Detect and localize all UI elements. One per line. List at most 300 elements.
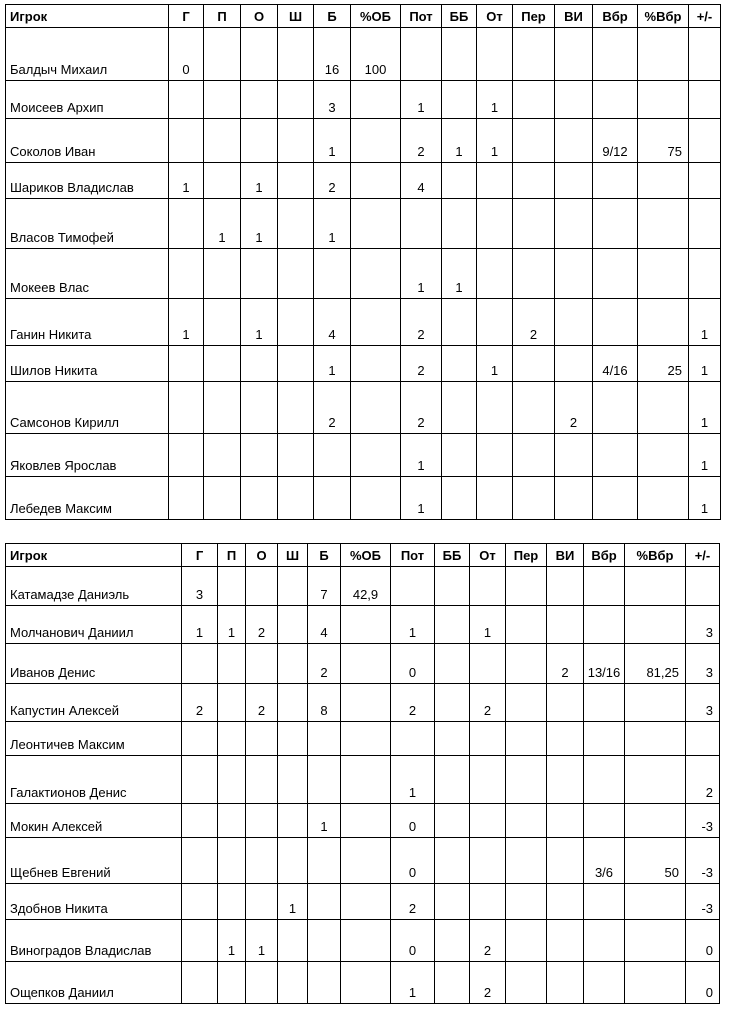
header-row [6, 5, 721, 28]
stat-cell [506, 567, 547, 606]
table-row [6, 199, 721, 249]
stat-cell [246, 804, 278, 838]
stat-cell [351, 477, 401, 520]
stat-cell [513, 382, 555, 434]
stat-cell: 2 [401, 382, 442, 434]
stat-cell [477, 28, 513, 81]
stat-cell: 0 [169, 28, 204, 81]
stat-cell [625, 684, 686, 722]
stat-cell: 1 [314, 119, 351, 163]
stat-cell [278, 962, 308, 1004]
player-name-cell: Власов Тимофей [6, 199, 169, 249]
stat-cell [204, 346, 241, 382]
stat-cell [218, 804, 246, 838]
player-name-cell: Ощепков Даниил [6, 962, 182, 1004]
stat-cell [182, 756, 218, 804]
player-name-cell: Моисеев Архип [6, 81, 169, 119]
stat-cell: 2 [513, 299, 555, 346]
stat-cell [638, 199, 689, 249]
stat-cell: 0 [391, 920, 435, 962]
stat-cell [351, 199, 401, 249]
header-cell: П [204, 5, 241, 28]
stat-cell: 0 [686, 920, 720, 962]
stat-cell [241, 28, 278, 81]
header-cell: Г [182, 544, 218, 567]
player-name-cell: Иванов Денис [6, 644, 182, 684]
stat-cell [246, 567, 278, 606]
stat-cell [477, 382, 513, 434]
stat-cell [555, 299, 593, 346]
stat-cell [341, 962, 391, 1004]
stat-cell [555, 81, 593, 119]
stat-cell [513, 28, 555, 81]
stat-cell [547, 684, 584, 722]
stat-cell [547, 962, 584, 1004]
stats-table-1 [5, 4, 721, 520]
stat-cell [477, 434, 513, 477]
stat-cell [308, 722, 341, 756]
header-row [6, 544, 720, 567]
stat-cell [278, 684, 308, 722]
stat-cell [169, 434, 204, 477]
stat-cell [341, 722, 391, 756]
player-name-cell: Балдыч Михаил [6, 28, 169, 81]
stat-cell [638, 434, 689, 477]
stat-cell [204, 249, 241, 299]
header-cell: Пот [391, 544, 435, 567]
stat-cell [584, 804, 625, 838]
stat-cell [513, 346, 555, 382]
stat-cell: 1 [241, 199, 278, 249]
stat-cell: 1 [241, 299, 278, 346]
table-row [6, 81, 721, 119]
stat-cell: 1 [314, 346, 351, 382]
stat-cell [470, 804, 506, 838]
stat-cell [442, 477, 477, 520]
stat-cell [241, 382, 278, 434]
stat-cell [435, 804, 470, 838]
stat-cell: 1 [169, 299, 204, 346]
stat-cell: 2 [401, 119, 442, 163]
stat-cell [638, 477, 689, 520]
header-cell: О [241, 5, 278, 28]
stat-cell [477, 199, 513, 249]
stat-cell [442, 81, 477, 119]
stat-cell [506, 804, 547, 838]
stat-cell [638, 249, 689, 299]
stat-cell [246, 838, 278, 884]
stat-cell [341, 606, 391, 644]
stat-cell [435, 567, 470, 606]
player-name-cell: Молчанович Даниил [6, 606, 182, 644]
stat-cell [308, 884, 341, 920]
stat-cell [169, 81, 204, 119]
stat-cell: 1 [689, 434, 721, 477]
stat-cell [278, 119, 314, 163]
player-name-cell: Ганин Никита [6, 299, 169, 346]
stat-cell: 3/6 [584, 838, 625, 884]
stat-cell: 0 [686, 962, 720, 1004]
player-name-cell: Шариков Владислав [6, 163, 169, 199]
stat-cell [555, 434, 593, 477]
stat-cell [182, 884, 218, 920]
stat-cell [442, 199, 477, 249]
stat-cell: 2 [686, 756, 720, 804]
stat-cell [593, 382, 638, 434]
stat-cell [593, 249, 638, 299]
stat-cell: 0 [391, 838, 435, 884]
stat-cell [278, 299, 314, 346]
stat-cell [555, 163, 593, 199]
table-row [6, 920, 720, 962]
header-cell: %Вбр [638, 5, 689, 28]
stat-cell: 2 [401, 346, 442, 382]
stat-cell [351, 163, 401, 199]
stat-cell [169, 346, 204, 382]
table-row [6, 477, 721, 520]
stat-cell: 16 [314, 28, 351, 81]
stat-cell [638, 81, 689, 119]
table-row [6, 838, 720, 884]
stat-cell: 1 [689, 477, 721, 520]
stat-cell [506, 920, 547, 962]
stat-cell: 1 [246, 920, 278, 962]
stat-cell [351, 434, 401, 477]
stat-cell [593, 199, 638, 249]
header-cell: Б [308, 544, 341, 567]
table-row [6, 346, 721, 382]
stat-cell [506, 884, 547, 920]
stat-cell: 2 [246, 684, 278, 722]
stat-cell [278, 199, 314, 249]
stat-cell: 2 [391, 884, 435, 920]
stat-cell: 2 [470, 684, 506, 722]
stat-cell [506, 684, 547, 722]
stat-cell [278, 346, 314, 382]
stat-cell [686, 722, 720, 756]
stat-cell [182, 838, 218, 884]
stat-cell [351, 81, 401, 119]
stat-cell [435, 884, 470, 920]
stat-cell: 2 [547, 644, 584, 684]
stat-cell [477, 249, 513, 299]
player-name-cell: Лебедев Максим [6, 477, 169, 520]
stat-cell [341, 684, 391, 722]
stat-cell [584, 567, 625, 606]
stat-cell [470, 884, 506, 920]
stat-cell [204, 477, 241, 520]
stat-cell: 8 [308, 684, 341, 722]
stat-cell [442, 28, 477, 81]
stat-cell: 50 [625, 838, 686, 884]
stat-cell: 1 [278, 884, 308, 920]
header-cell: Б [314, 5, 351, 28]
stat-cell [442, 299, 477, 346]
stat-cell [278, 477, 314, 520]
stat-cell [182, 920, 218, 962]
stat-cell: 81,25 [625, 644, 686, 684]
stat-cell [593, 299, 638, 346]
stat-cell [625, 804, 686, 838]
stat-cell [555, 477, 593, 520]
stat-cell [341, 838, 391, 884]
table-row [6, 249, 721, 299]
stat-cell: -3 [686, 804, 720, 838]
stat-cell [391, 722, 435, 756]
stat-cell [689, 81, 721, 119]
stat-cell [470, 567, 506, 606]
stat-cell: 1 [391, 962, 435, 1004]
stat-cell [341, 756, 391, 804]
stat-cell [278, 838, 308, 884]
stat-cell: 25 [638, 346, 689, 382]
stat-cell [341, 884, 391, 920]
stat-cell [278, 644, 308, 684]
stat-cell [314, 434, 351, 477]
stat-cell [477, 163, 513, 199]
stat-cell [638, 382, 689, 434]
stat-cell [246, 756, 278, 804]
stat-cell [555, 119, 593, 163]
stat-cell [241, 119, 278, 163]
stat-cell [547, 884, 584, 920]
stat-cell [341, 644, 391, 684]
stat-cell: 1 [391, 756, 435, 804]
stat-cell [351, 119, 401, 163]
stat-cell: 1 [442, 119, 477, 163]
stat-cell: 1 [314, 199, 351, 249]
stat-cell [351, 299, 401, 346]
stat-cell [442, 382, 477, 434]
stat-cell [555, 28, 593, 81]
stat-cell [308, 962, 341, 1004]
stat-cell [182, 962, 218, 1004]
stat-cell: 1 [689, 299, 721, 346]
stat-cell [278, 567, 308, 606]
header-cell: ББ [442, 5, 477, 28]
header-cell: О [246, 544, 278, 567]
player-name-cell: Щебнев Евгений [6, 838, 182, 884]
stat-cell: -3 [686, 884, 720, 920]
table-row [6, 684, 720, 722]
stat-cell [241, 477, 278, 520]
table-row [6, 299, 721, 346]
stat-cell [593, 163, 638, 199]
header-cell: %Вбр [625, 544, 686, 567]
stat-cell: 1 [401, 434, 442, 477]
stat-cell [246, 722, 278, 756]
stat-cell: 1 [689, 382, 721, 434]
stat-cell [470, 644, 506, 684]
player-name-cell: Леонтичев Максим [6, 722, 182, 756]
stat-cell [218, 644, 246, 684]
stat-cell [278, 434, 314, 477]
stat-cell [686, 567, 720, 606]
stat-cell [584, 756, 625, 804]
header-cell: %ОБ [341, 544, 391, 567]
stat-cell [506, 644, 547, 684]
header-cell: Вбр [593, 5, 638, 28]
stat-cell: 1 [218, 606, 246, 644]
stat-cell [584, 884, 625, 920]
stat-cell [625, 606, 686, 644]
stat-cell [218, 567, 246, 606]
stat-cell: -3 [686, 838, 720, 884]
stat-cell [513, 163, 555, 199]
stat-cell: 2 [314, 382, 351, 434]
header-cell: %ОБ [351, 5, 401, 28]
stat-cell [547, 567, 584, 606]
stat-cell [689, 119, 721, 163]
stat-cell [246, 644, 278, 684]
stat-cell [204, 28, 241, 81]
stat-cell: 75 [638, 119, 689, 163]
stat-cell [278, 382, 314, 434]
stat-cell [547, 804, 584, 838]
stat-cell: 3 [686, 606, 720, 644]
header-cell: Ш [278, 544, 308, 567]
stat-cell [169, 477, 204, 520]
stat-cell: 1 [689, 346, 721, 382]
stat-cell: 4 [401, 163, 442, 199]
table-row [6, 119, 721, 163]
stat-cell: 1 [470, 606, 506, 644]
stat-cell [625, 884, 686, 920]
stat-cell [218, 756, 246, 804]
stat-cell [555, 249, 593, 299]
stat-cell [204, 163, 241, 199]
stat-cell: 2 [470, 920, 506, 962]
stat-cell [506, 838, 547, 884]
stat-cell [241, 346, 278, 382]
stat-cell [513, 434, 555, 477]
stat-cell [513, 199, 555, 249]
stat-cell [314, 249, 351, 299]
stat-cell [351, 382, 401, 434]
stat-cell [278, 920, 308, 962]
stat-cell [218, 722, 246, 756]
table-row [6, 644, 720, 684]
header-cell: ВИ [547, 544, 584, 567]
stat-cell [246, 962, 278, 1004]
table-row [6, 434, 721, 477]
stat-cell [477, 477, 513, 520]
player-name-cell: Самсонов Кирилл [6, 382, 169, 434]
stat-cell: 1 [308, 804, 341, 838]
stat-cell [625, 567, 686, 606]
stat-cell [241, 434, 278, 477]
stat-cell [278, 163, 314, 199]
stat-cell: 2 [401, 299, 442, 346]
stat-cell [547, 838, 584, 884]
stat-cell [278, 606, 308, 644]
stat-cell [584, 722, 625, 756]
stat-cell [169, 119, 204, 163]
stat-cell [689, 199, 721, 249]
player-name-cell: Катамадзе Даниэль [6, 567, 182, 606]
stat-cell [241, 249, 278, 299]
stat-cell [401, 28, 442, 81]
stat-cell [513, 249, 555, 299]
stat-cell [689, 28, 721, 81]
stat-cell: 1 [442, 249, 477, 299]
stat-cell [246, 884, 278, 920]
stat-cell [435, 606, 470, 644]
stat-cell [442, 346, 477, 382]
stat-cell [435, 684, 470, 722]
stat-cell [513, 477, 555, 520]
stat-cell [308, 756, 341, 804]
stat-cell [308, 920, 341, 962]
stat-cell [442, 163, 477, 199]
player-name-cell: Шилов Никита [6, 346, 169, 382]
stat-cell: 1 [218, 920, 246, 962]
stat-cell [625, 756, 686, 804]
stat-cell [278, 804, 308, 838]
stat-cell [435, 838, 470, 884]
stat-cell [435, 920, 470, 962]
stat-cell [593, 28, 638, 81]
stat-cell [278, 81, 314, 119]
stat-cell [204, 434, 241, 477]
stat-cell [442, 434, 477, 477]
stat-cell: 2 [308, 644, 341, 684]
stat-cell [204, 382, 241, 434]
header-cell: ББ [435, 544, 470, 567]
stat-cell: 13/16 [584, 644, 625, 684]
stat-cell: 1 [182, 606, 218, 644]
stat-cell: 1 [401, 81, 442, 119]
stat-cell [218, 838, 246, 884]
stat-cell [547, 606, 584, 644]
player-name-cell: Мокин Алексей [6, 804, 182, 838]
header-cell: Г [169, 5, 204, 28]
stat-cell [351, 346, 401, 382]
table-row [6, 567, 720, 606]
stat-cell [547, 722, 584, 756]
player-name-cell: Яковлев Ярослав [6, 434, 169, 477]
stat-cell [625, 920, 686, 962]
stat-cell: 1 [241, 163, 278, 199]
player-name-cell: Здобнов Никита [6, 884, 182, 920]
header-cell: Вбр [584, 544, 625, 567]
table-row [6, 382, 721, 434]
stat-cell [308, 838, 341, 884]
stat-cell [638, 28, 689, 81]
stat-cell [593, 434, 638, 477]
stat-cell [169, 249, 204, 299]
stat-cell [584, 606, 625, 644]
stat-cell: 1 [169, 163, 204, 199]
stat-cell: 0 [391, 644, 435, 684]
stat-cell: 0 [391, 804, 435, 838]
player-name-cell: Виноградов Владислав [6, 920, 182, 962]
stat-cell [278, 756, 308, 804]
stat-cell: 42,9 [341, 567, 391, 606]
stat-cell [584, 962, 625, 1004]
header-cell: Ш [278, 5, 314, 28]
stat-cell [689, 249, 721, 299]
header-cell: +/- [686, 544, 720, 567]
stat-cell: 1 [477, 119, 513, 163]
stat-cell: 7 [308, 567, 341, 606]
stat-cell: 1 [391, 606, 435, 644]
stat-cell [547, 756, 584, 804]
stat-cell [169, 382, 204, 434]
stat-cell [506, 962, 547, 1004]
stat-cell [506, 722, 547, 756]
stat-cell [391, 567, 435, 606]
